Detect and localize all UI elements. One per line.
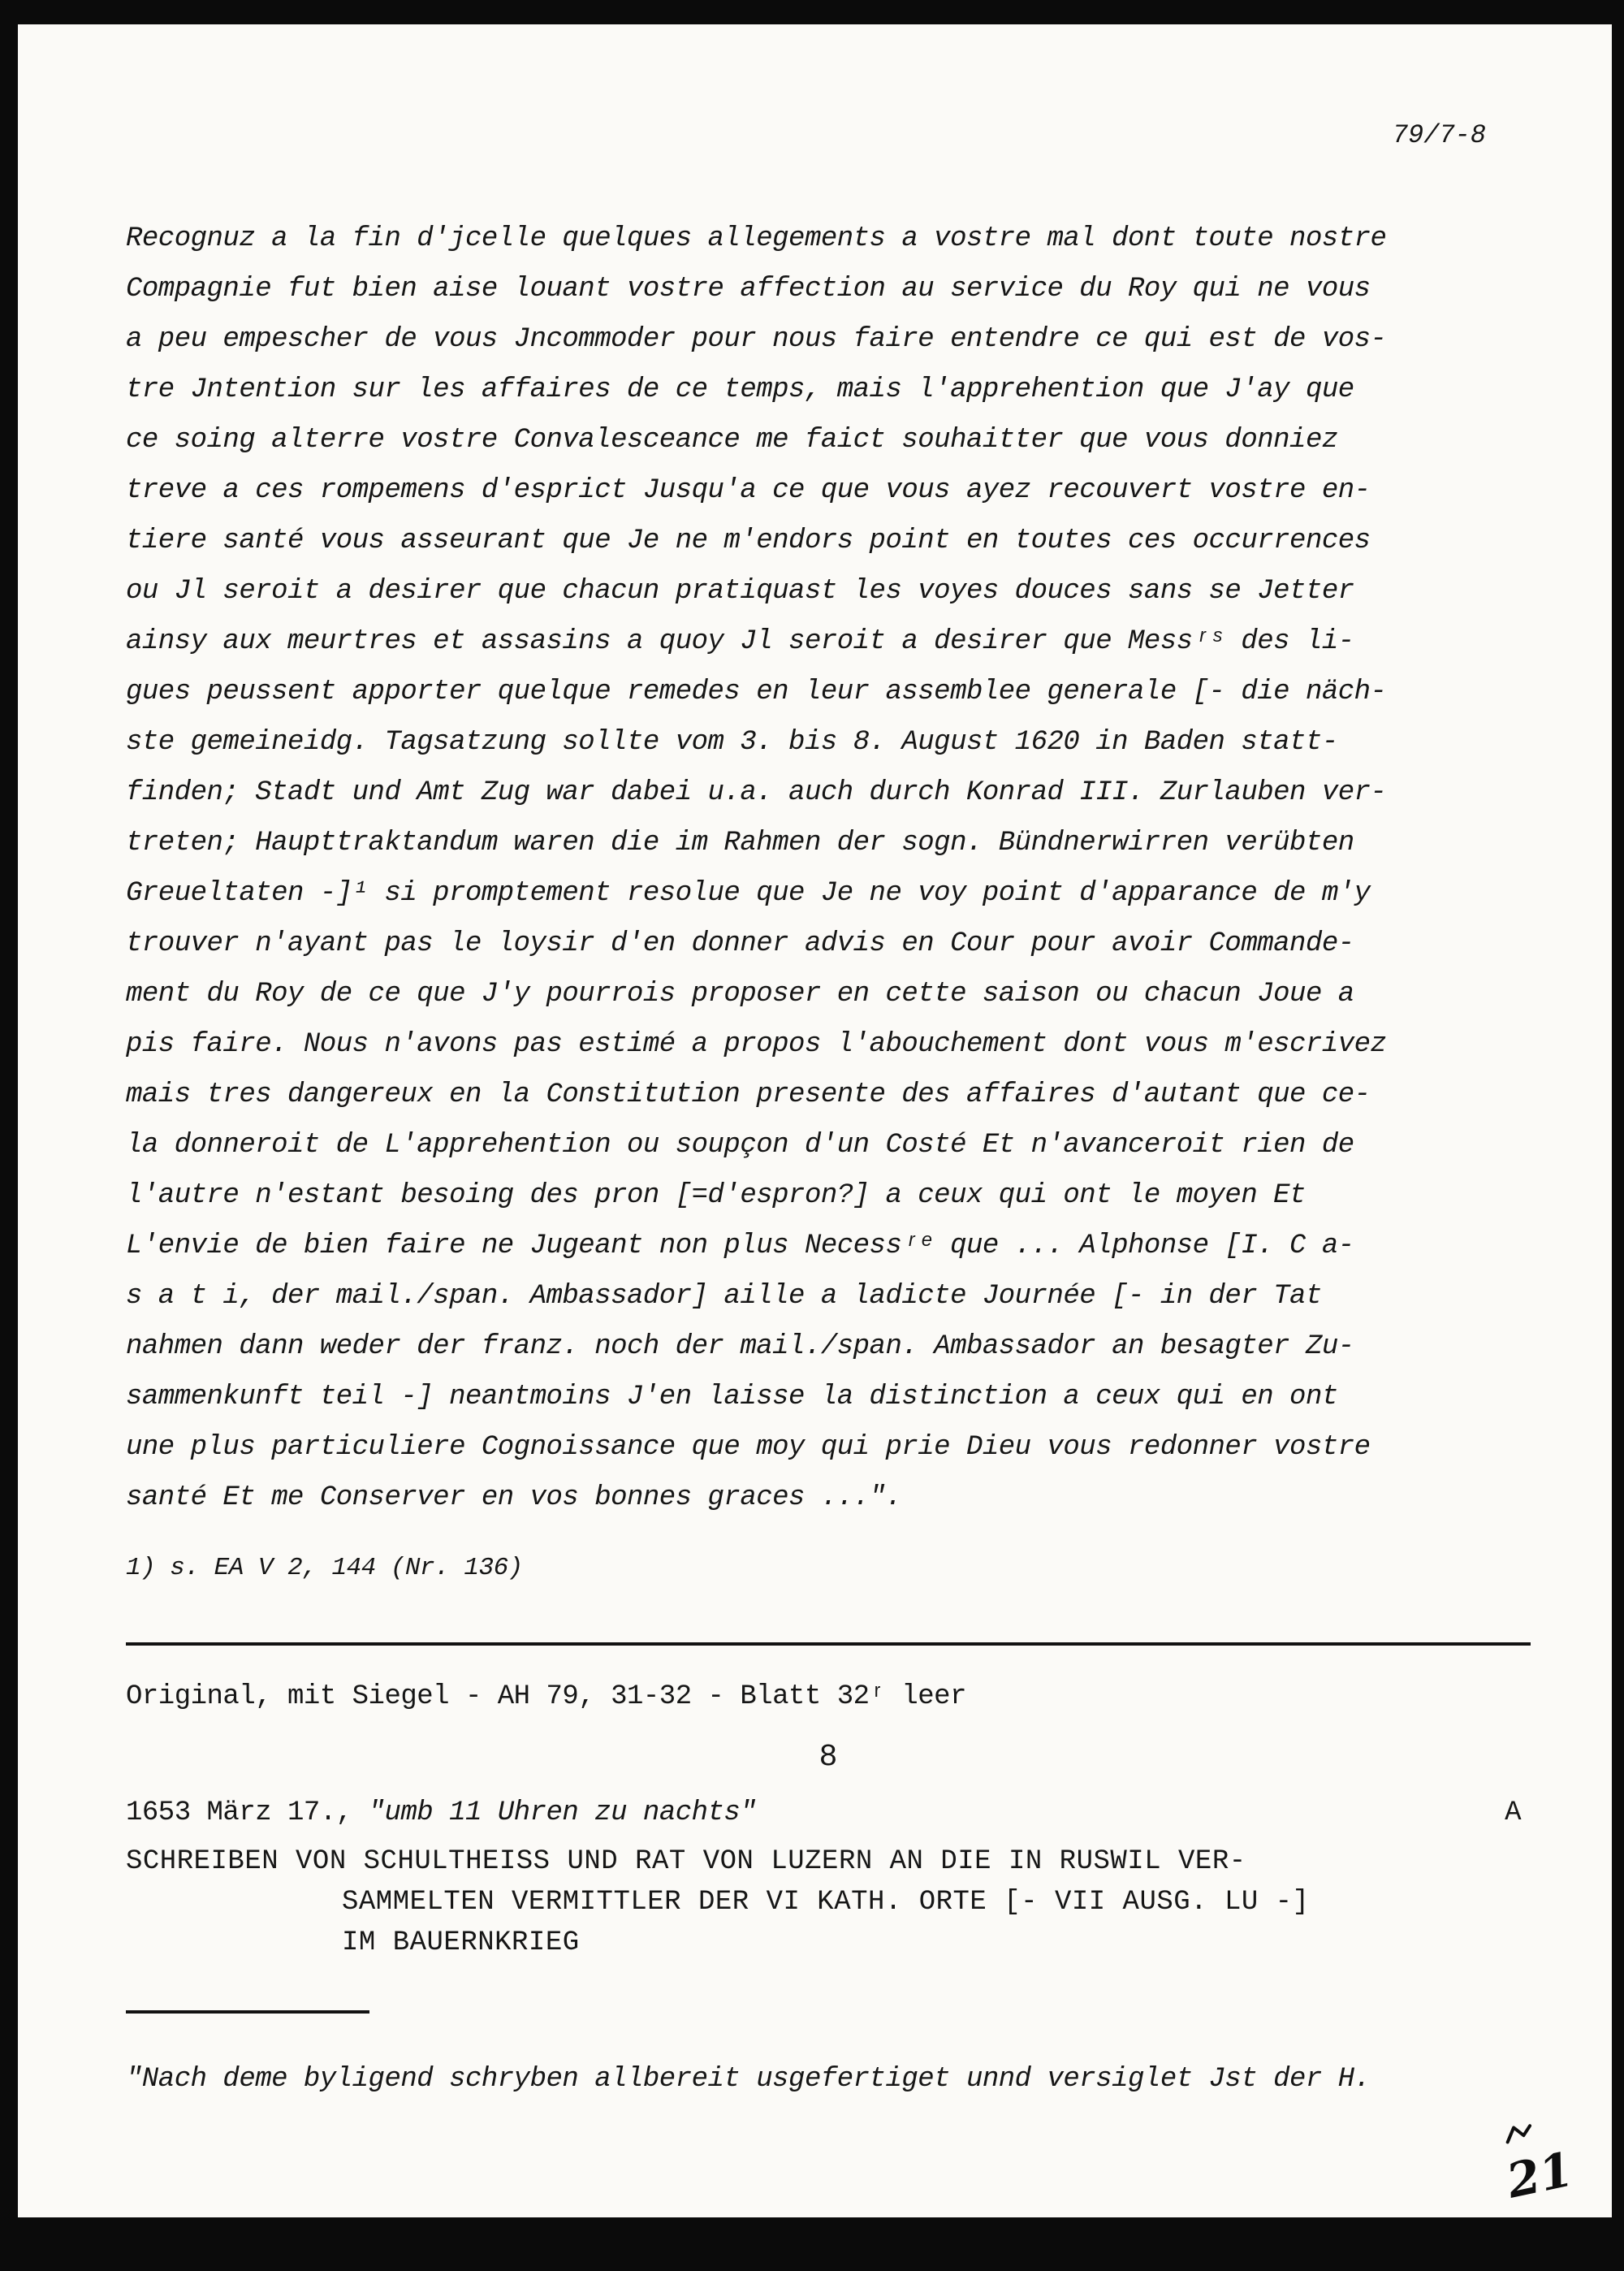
body-line: Recognuz a la fin d'jcelle quelques allegements a vostre mal dont toute nostre bbox=[126, 223, 1387, 254]
footnote: 1) s. EA V 2, 144 (Nr. 136) bbox=[126, 1554, 523, 1582]
body-line: Compagnie fut bien aise louant vostre affection au service du Roy qui ne vous bbox=[126, 274, 1371, 305]
entry-date: 1653 März 17., bbox=[126, 1797, 369, 1828]
letter-body bbox=[126, 214, 1531, 1523]
body-line: ainsy aux meurtres et assasins a quoy Jl seroit a desirer que Messʳˢ des li- bbox=[126, 626, 1354, 657]
handwritten-page-number bbox=[1502, 2141, 1578, 2208]
divider-rule bbox=[126, 1642, 1531, 1646]
body-line: finden; Stadt und Amt Zug war dabei u.a. auch durch Konrad III. Zurlauben ver- bbox=[126, 777, 1387, 808]
title-line: IM BAUERNKRIEG bbox=[342, 1927, 580, 1958]
body-line: ment du Roy de ce que J'y pourrois proposer en cette saison ou chacun Joue a bbox=[126, 979, 1354, 1010]
title-line: SCHREIBEN VON SCHULTHEISS UND RAT VON LUZERN AN DIE IN RUSWIL VER- bbox=[126, 1846, 1246, 1877]
body-line: pis faire. Nous n'avons pas estimé a propos l'abouchement dont vous m'escrivez bbox=[126, 1029, 1387, 1060]
entry-date-row bbox=[126, 1797, 1531, 1828]
body-line: treten; Haupttraktandum waren die im Rahmen der sogn. Bündnerwirren verübten bbox=[126, 828, 1354, 859]
body-line: gues peussent apporter quelque remedes en leur assemblee generale [- die näch- bbox=[126, 677, 1387, 707]
body-line: santé Et me Conserver en vos bonnes graces ...". bbox=[126, 1482, 902, 1513]
body-line: tiere santé vous asseurant que Je ne m'endors point en toutes ces occurrences bbox=[126, 526, 1371, 556]
body-line: Greueltaten -]¹ si promptement resolue que Je ne voy point d'apparance de m'y bbox=[126, 878, 1371, 909]
entry-title bbox=[126, 1841, 1531, 1963]
body-line: tre Jntention sur les affaires de ce temps, mais l'apprehention que J'ay que bbox=[126, 374, 1354, 405]
short-divider-rule bbox=[126, 2010, 369, 2014]
entry-marker: A bbox=[1505, 1797, 1521, 1828]
body-line: l'autre n'estant besoing des pron [=d'espron?] a ceux qui ont le moyen Et bbox=[126, 1180, 1306, 1211]
body-line: s a t i, der mail./span. Ambassador] aille a ladicte Journée [- in der Tat bbox=[126, 1281, 1322, 1312]
check-mark-icon bbox=[1502, 2121, 1535, 2149]
archive-reference: 79/7-8 bbox=[1392, 120, 1486, 150]
body-line: L'envie de bien faire ne Jugeant non plus Necessʳᵉ que ... Alphonse [I. C a- bbox=[126, 1231, 1354, 1261]
body-line: trouver n'ayant pas le loysir d'en donner advis en Cour pour avoir Commande- bbox=[126, 928, 1354, 959]
source-line: Original, mit Siegel - AH 79, 31-32 - Blatt 32ʳ leer bbox=[126, 1681, 966, 1712]
quote-line: "Nach deme byligend schryben allbereit usgefertiget unnd versiglet Jst der H. bbox=[126, 2064, 1371, 2095]
page-number-text: 21 bbox=[1502, 2141, 1579, 2209]
body-line: nahmen dann weder der franz. noch der mail./span. Ambassador an besagter Zu- bbox=[126, 1331, 1354, 1362]
body-line: ste gemeineidg. Tagsatzung sollte vom 3. bis 8. August 1620 in Baden statt- bbox=[126, 727, 1338, 758]
section-number: 8 bbox=[818, 1740, 838, 1775]
title-line: SAMMELTEN VERMITTLER DER VI KATH. ORTE [- VII AUSG. LU -] bbox=[342, 1887, 1310, 1918]
entry-date-quote: "umb 11 Uhren zu nachts" bbox=[368, 1797, 757, 1828]
body-line: une plus particuliere Cognoissance que moy qui prie Dieu vous redonner vostre bbox=[126, 1432, 1371, 1463]
body-line: mais tres dangereux en la Constitution presente des affaires d'autant que ce- bbox=[126, 1079, 1371, 1110]
body-line: sammenkunft teil -] neantmoins J'en laisse la distinction a ceux qui en ont bbox=[126, 1382, 1338, 1412]
document-page bbox=[18, 24, 1612, 2217]
body-line: la donneroit de L'apprehention ou soupçon d'un Costé Et n'avanceroit rien de bbox=[126, 1130, 1354, 1161]
body-line: ce soing alterre vostre Convalesceance me faict souhaitter que vous donniez bbox=[126, 425, 1338, 456]
page-content bbox=[18, 24, 1612, 2217]
body-line: ou Jl seroit a desirer que chacun pratiquast les voyes douces sans se Jetter bbox=[126, 576, 1354, 607]
body-line: treve a ces rompemens d'esprict Jusqu'a ce que vous ayez recouvert vostre en- bbox=[126, 475, 1371, 506]
body-line: a peu empescher de vous Jncommoder pour nous faire entendre ce qui est de vos- bbox=[126, 324, 1387, 355]
